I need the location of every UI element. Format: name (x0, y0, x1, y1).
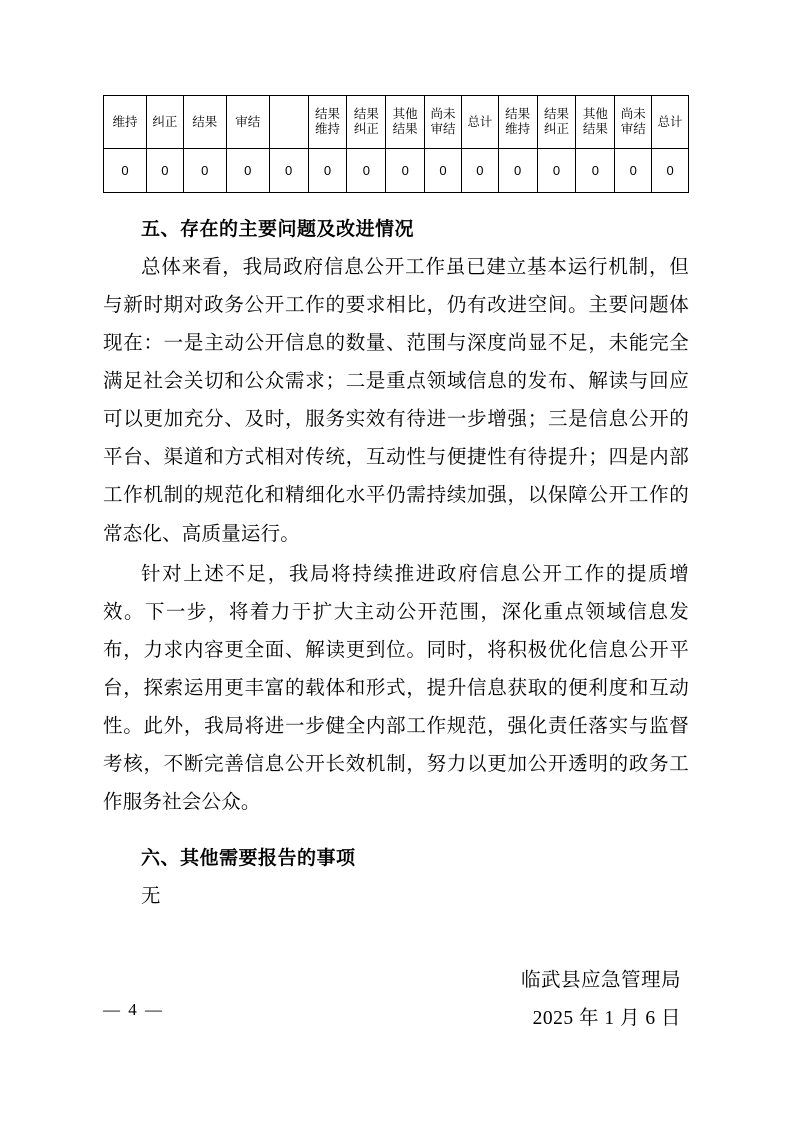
table-cell: 0 (498, 149, 537, 193)
page-content (103, 95, 689, 1038)
table-cell: 0 (652, 149, 689, 193)
signature-date: 2025 年 1 月 6 日 (532, 1008, 681, 1030)
table-cell: 0 (146, 149, 183, 193)
table-cell: 0 (576, 149, 615, 193)
table-cell: 0 (269, 149, 308, 193)
table-header-cell: 结果 (183, 96, 226, 149)
table-header-cell: 其他 结果 (576, 96, 615, 149)
table-header-row (104, 96, 689, 149)
signature-issuer: 临武县应急管理局 (520, 970, 681, 992)
section-five-paragraph-1: 总体来看，我局政府信息公开工作虽已建立基本运行机制，但与新时期对政务公开工作的要求相比，仍有改进空间。主要问题体现在：一是主动公开信息的数量、范围与深度尚显不足，未能完全满足社会关切和公众需求；二是重点领域信息的发布、解读与回应可以更加充分、及时，服务实效有待进一步增强；三是信息公开的平台、渠道和方式相对传统，互动性与便捷性有待提升；四是内部工作机制的规范化和精细化水平仍需持续加强，以保障公开工作的常态化、高质量运行。 (103, 257, 689, 545)
table-cell: 0 (425, 149, 462, 193)
table-cell: 0 (104, 149, 147, 193)
table-cell: 0 (615, 149, 652, 193)
section-heading-six: 六、其他需要报告的事项 (141, 847, 356, 869)
statistics-table (103, 95, 689, 193)
page-number: — 4 — (103, 1000, 164, 1019)
table-header-cell: 结果 维持 (498, 96, 537, 149)
section-six-content: 无 (141, 886, 161, 908)
section-five-paragraph-2: 针对上述不足，我局将持续推进政府信息公开工作的提质增效。下一步，将着力于扩大主动公开范围，深化重点领域信息发布，力求内容更全面、解读更到位。同时，将积极优化信息公开平台，探索运用更丰富的载体和形式，提升信息获取的便利度和互动性。此外，我局将进一步健全内部工作规范，强化责任落实与监督考核，不断完善信息公开长效机制，努力以更加公开透明的政务工作服务社会公众。 (103, 563, 689, 813)
table-cell: 0 (347, 149, 386, 193)
table-header-cell: 尚未 审结 (425, 96, 462, 149)
table-header-cell-blank (269, 96, 308, 149)
table-row (104, 149, 689, 193)
table-header-cell: 其他 结果 (386, 96, 425, 149)
table-header-cell: 总计 (461, 96, 498, 149)
table-cell: 0 (226, 149, 269, 193)
table-cell: 0 (386, 149, 425, 193)
table-header-cell: 审结 (226, 96, 269, 149)
table-header-cell: 尚未 审结 (615, 96, 652, 149)
section-heading-five: 五、存在的主要问题及改进情况 (141, 219, 415, 240)
table-header-cell: 结果 纠正 (347, 96, 386, 149)
table-cell: 0 (183, 149, 226, 193)
table-cell: 0 (537, 149, 576, 193)
table-header-cell: 结果 维持 (308, 96, 347, 149)
table-cell: 0 (308, 149, 347, 193)
table-header-cell: 结果 纠正 (537, 96, 576, 149)
page-footer (103, 1000, 689, 1020)
table-header-cell: 总计 (652, 96, 689, 149)
table-cell: 0 (461, 149, 498, 193)
table-header-cell: 维持 (104, 96, 147, 149)
table-header-cell: 纠正 (146, 96, 183, 149)
